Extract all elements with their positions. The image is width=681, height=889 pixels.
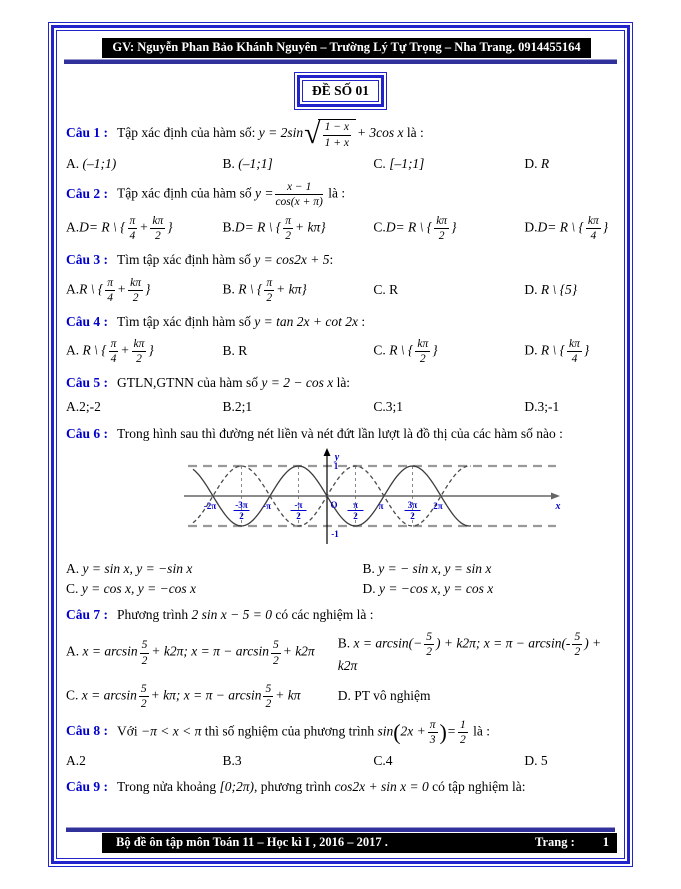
question-label: Câu 7 :	[66, 607, 109, 623]
fraction	[572, 631, 582, 658]
footer-rule	[66, 827, 615, 832]
math-segment: }	[148, 342, 154, 358]
math-segment: cos2x + sin x = 0	[334, 779, 429, 795]
fraction-numerator: 5	[139, 683, 149, 697]
text-segment: thì số nghiệm của phương trình	[201, 723, 378, 739]
fraction	[586, 215, 601, 242]
math-segment: [–1;1]	[389, 156, 425, 171]
math-segment: R \ {	[238, 281, 263, 297]
option-a	[66, 639, 338, 666]
svg-text:-3π: -3π	[235, 499, 248, 510]
math-segment: + kπ	[275, 687, 301, 703]
question-8	[66, 719, 615, 769]
fraction-numerator: 1 − x	[323, 121, 351, 135]
fraction-denominator: 2	[419, 353, 426, 366]
math-segment: }	[167, 219, 173, 235]
svg-text:1: 1	[333, 460, 339, 471]
math-segment: y = −cos x, y = cos x	[378, 580, 494, 596]
text-segment: A.	[66, 219, 80, 235]
svg-text:-π: -π	[263, 500, 271, 511]
text-segment: D.3;-1	[524, 399, 560, 415]
question-1	[66, 119, 615, 172]
fraction-numerator: kπ	[415, 338, 430, 352]
fraction	[428, 719, 438, 746]
fraction-denominator: 2	[574, 646, 581, 659]
math-segment: }	[451, 219, 457, 235]
fraction-denominator: 4	[571, 353, 578, 366]
question-label: Câu 8 :	[66, 723, 109, 739]
fraction	[109, 338, 119, 365]
text-segment: C.	[373, 342, 390, 358]
option-b	[338, 631, 615, 674]
fraction-denominator: 2	[265, 697, 272, 710]
math-segment: }	[145, 281, 151, 297]
math-segment: +	[117, 281, 127, 297]
svg-text:-1: -1	[331, 528, 339, 539]
math-segment: =	[446, 723, 456, 739]
header-rule	[64, 59, 617, 64]
footer-strip	[102, 833, 617, 853]
question-label: Câu 2 :	[66, 185, 109, 201]
options	[66, 156, 615, 172]
text-segment: C.	[66, 580, 82, 596]
text-segment: D.	[524, 219, 538, 235]
option-d	[524, 156, 615, 172]
question-text	[66, 251, 615, 269]
math-segment: +	[139, 219, 149, 235]
text-segment: :	[357, 313, 366, 329]
fraction-denominator: 2	[132, 291, 139, 304]
fraction	[415, 338, 430, 365]
math-segment: +	[120, 342, 130, 358]
svg-text:2π: 2π	[433, 500, 443, 511]
fraction	[458, 719, 468, 746]
fraction-denominator: 2	[438, 230, 445, 243]
text-segment: Trong nửa khoảng	[117, 779, 220, 795]
text-segment: là:	[333, 375, 351, 391]
text-segment: GTLN,GTNN của hàm số	[117, 375, 262, 391]
fraction-denominator: 3	[429, 733, 436, 746]
text-segment: C.3;1	[373, 399, 404, 415]
fraction-denominator: 1 + x	[324, 136, 349, 149]
footer-page	[535, 835, 609, 850]
exam-number-label: ĐỀ SỐ 01	[302, 80, 379, 102]
footer-page-number: 1	[602, 835, 609, 849]
text-segment: , phương trình	[253, 779, 335, 795]
math-segment: [0;2π)	[219, 779, 254, 795]
fraction-numerator: 5	[140, 639, 150, 653]
text-segment: Trong hình sau thì đường nét liền và nét đứt lần lượt là đồ thị của các hàm số nào :	[117, 425, 563, 441]
fraction-denominator: 4	[590, 230, 597, 243]
math-segment: y = 2 − cos x	[261, 375, 334, 391]
options	[66, 338, 615, 365]
fraction	[264, 277, 274, 304]
svg-text:x: x	[555, 500, 561, 512]
fraction-numerator: kπ	[434, 215, 449, 229]
math-segment: y = cos2x + 5	[254, 252, 330, 268]
math-segment: x = arcsin	[82, 644, 138, 660]
text-segment: Phương trình	[117, 607, 192, 623]
footer	[64, 827, 617, 853]
option-c	[373, 156, 524, 172]
text-segment: A.2	[66, 752, 86, 768]
fraction-numerator: kπ	[567, 338, 582, 352]
option-d	[524, 215, 615, 242]
question-label: Câu 4 :	[66, 313, 109, 329]
math-segment: y = 2sin	[258, 125, 304, 141]
math-segment: y = − sin x, y = sin x	[378, 560, 492, 576]
fraction-numerator: 5	[424, 631, 434, 645]
svg-text:2: 2	[239, 510, 244, 521]
fraction	[275, 181, 322, 208]
math-segment: + kπ}	[295, 219, 326, 235]
text-segment: C.	[66, 687, 82, 703]
text-segment: có các nghiệm là :	[271, 607, 374, 623]
fraction	[263, 683, 273, 710]
math-segment: D= R \ {	[537, 219, 584, 235]
math-segment: 2x +	[400, 723, 426, 739]
question-label: Câu 5 :	[66, 375, 109, 391]
options	[66, 215, 615, 242]
text-segment: A.2;-2	[66, 399, 101, 415]
footer-text: Bộ đề ôn tập môn Toán 11 – Học kì I , 2016 – 2017 .	[116, 835, 388, 849]
option-c	[373, 215, 524, 242]
option-b	[362, 561, 615, 577]
math-segment: (–1;1)	[82, 156, 117, 171]
fraction	[140, 639, 150, 666]
text-segment: B.	[222, 219, 235, 235]
fraction	[128, 277, 143, 304]
text-segment: Tìm tập xác định hàm số	[117, 313, 255, 329]
fraction-denominator: 4	[129, 230, 136, 243]
text-segment: D. 5	[524, 752, 548, 768]
math-segment: + 3cos x	[356, 125, 404, 141]
option-c	[373, 338, 524, 365]
fraction-numerator: kπ	[132, 338, 147, 352]
math-segment: }	[432, 342, 438, 358]
fraction	[424, 631, 434, 658]
question-text	[66, 181, 615, 208]
fraction	[139, 683, 149, 710]
question-text	[66, 425, 615, 443]
question-9	[66, 778, 615, 796]
fraction-numerator: 1	[458, 719, 468, 733]
text-segment: D. PT vô nghiệm	[337, 688, 431, 704]
math-segment: }	[602, 219, 609, 235]
fraction-denominator: cos(x + π)	[275, 196, 323, 209]
text-segment: C.	[373, 219, 386, 235]
math-segment: (–1;1]	[238, 156, 273, 171]
svg-text:2: 2	[410, 510, 415, 521]
option-d	[524, 753, 615, 769]
fraction-denominator: 2	[285, 230, 291, 243]
text-segment: Tập xác định của hàm số:	[117, 125, 259, 141]
option-b	[222, 343, 373, 359]
fraction	[323, 121, 351, 148]
text-segment: A.	[66, 644, 83, 660]
fraction	[105, 277, 115, 304]
text-segment: B.3	[222, 752, 242, 768]
fraction-denominator: 4	[107, 291, 114, 304]
math-segment: R \ {	[79, 281, 104, 297]
svg-text:-2π: -2π	[203, 500, 217, 511]
math-segment: R \ {	[82, 342, 107, 358]
page-frame	[48, 22, 633, 867]
option-b	[222, 156, 373, 172]
fraction	[283, 215, 293, 242]
math-segment: + kπ; x = π − arcsin	[150, 687, 262, 703]
question-label: Câu 9 :	[66, 779, 109, 795]
question-6-graph	[182, 446, 615, 554]
fraction-numerator: π	[428, 719, 438, 733]
svg-text:3π: 3π	[407, 499, 418, 510]
math-segment: y = sin x, y = −sin x	[82, 560, 193, 576]
svg-text:2: 2	[353, 510, 358, 521]
svg-text:-π: -π	[294, 499, 303, 510]
question-7	[66, 606, 615, 710]
math-segment: }	[583, 342, 590, 358]
text-segment: B.	[362, 560, 379, 576]
text-segment: Tìm tập xác định hàm số	[117, 252, 255, 268]
fraction-numerator: kπ	[586, 215, 601, 229]
option-c	[373, 753, 524, 769]
sine-graph	[182, 446, 564, 550]
option-a	[66, 277, 222, 304]
question-text	[66, 313, 615, 331]
option-a	[66, 399, 222, 415]
question-5	[66, 374, 615, 415]
text-segment: B.	[222, 281, 239, 297]
fraction-denominator: 2	[141, 654, 148, 667]
options	[66, 631, 615, 709]
math-segment: ) + k2π; x = π − arcsin(-	[435, 636, 571, 651]
fraction	[132, 338, 147, 365]
question-label: Câu 6 :	[66, 425, 109, 441]
options	[66, 561, 615, 597]
text-segment: B. R	[222, 343, 248, 359]
page	[56, 30, 625, 859]
option-a	[66, 753, 222, 769]
fraction	[150, 215, 165, 242]
text-segment: A.	[66, 281, 80, 297]
fraction-denominator: 2	[460, 733, 466, 746]
fraction-denominator: 2	[272, 654, 279, 667]
svg-text:π: π	[353, 499, 358, 510]
svg-text:O: O	[330, 499, 338, 510]
text-segment: D.	[524, 342, 541, 358]
fraction-denominator: 2	[140, 697, 147, 710]
fraction	[271, 639, 281, 666]
option-b	[222, 277, 373, 304]
option-b	[222, 753, 373, 769]
big-paren: )	[439, 719, 447, 745]
questions-list	[64, 119, 617, 796]
option-a	[66, 561, 362, 577]
option-d	[524, 338, 615, 365]
radical	[304, 119, 356, 149]
option-d	[338, 688, 615, 704]
svg-text:y: y	[334, 451, 340, 463]
fraction-numerator: kπ	[150, 215, 165, 229]
math-segment: R	[540, 156, 550, 171]
svg-text:2: 2	[296, 510, 301, 521]
question-text	[66, 606, 615, 624]
fraction-numerator: π	[264, 277, 274, 291]
math-segment: R \ {	[540, 342, 566, 358]
question-text	[66, 778, 615, 796]
question-2	[66, 181, 615, 242]
math-segment: x = arcsin(−	[353, 636, 423, 651]
exam-number-box	[294, 72, 387, 110]
option-d	[524, 282, 615, 298]
math-segment: x = arcsin	[81, 687, 137, 703]
svg-text:π: π	[378, 500, 384, 511]
math-segment: 2 sin x − 5 = 0	[191, 607, 272, 623]
fraction-numerator: kπ	[128, 277, 143, 291]
radicand	[318, 119, 356, 148]
fraction-denominator: 2	[266, 291, 273, 304]
radical-sign-icon: √	[304, 117, 321, 150]
fraction-numerator: π	[109, 338, 119, 352]
math-segment: ) + k2π	[337, 636, 602, 674]
option-a	[66, 215, 222, 242]
math-segment: R \ {	[389, 342, 414, 358]
math-segment: + k2π	[282, 644, 315, 660]
option-d	[362, 581, 615, 597]
options	[66, 753, 615, 769]
option-c	[66, 581, 362, 597]
text-segment: là :	[403, 125, 424, 141]
question-text	[66, 374, 615, 392]
question-label: Câu 1 :	[66, 125, 109, 141]
fraction-numerator: x − 1	[275, 181, 322, 195]
fraction-denominator: 2	[426, 646, 432, 659]
text-segment: B.	[222, 156, 239, 171]
math-segment: D= R \ {	[79, 219, 126, 235]
question-label: Câu 3 :	[66, 252, 109, 268]
fraction-numerator: π	[105, 277, 115, 291]
fraction-numerator: π	[128, 215, 138, 229]
option-a	[66, 156, 222, 172]
text-segment: A.	[66, 342, 83, 358]
question-3	[66, 251, 615, 303]
fraction-numerator: π	[283, 215, 293, 229]
question-6	[66, 425, 615, 598]
fraction-numerator: 5	[572, 631, 582, 645]
fraction-denominator: 4	[110, 353, 117, 366]
question-text	[66, 119, 615, 149]
footer-page-label: Trang :	[535, 835, 575, 849]
math-segment: + kπ}	[276, 281, 307, 297]
page-frame-mid	[51, 25, 630, 864]
option-c	[66, 683, 338, 710]
exam-box-wrap	[64, 72, 617, 110]
text-segment: D.	[524, 156, 541, 171]
text-segment: B.	[337, 636, 354, 651]
math-segment: D= R \ {	[234, 219, 282, 235]
text-segment: B.2;1	[222, 399, 253, 415]
question-4	[66, 313, 615, 365]
text-segment: A.	[66, 156, 83, 171]
option-b	[222, 399, 373, 415]
text-segment: Tập xác định của hàm số	[117, 185, 255, 201]
math-segment: y = cos x, y = −cos x	[81, 580, 197, 596]
text-segment: C.	[373, 156, 390, 171]
options	[66, 277, 615, 304]
fraction	[567, 338, 582, 365]
fraction	[128, 215, 138, 242]
math-segment: R \ {5}	[540, 282, 578, 298]
math-segment: D= R \ {	[385, 219, 433, 235]
fraction	[434, 215, 449, 242]
fraction-numerator: 5	[263, 683, 273, 697]
fraction-denominator: 2	[154, 230, 161, 243]
text-segment: D.	[362, 580, 379, 596]
text-segment: D.	[524, 282, 541, 298]
text-segment: là :	[469, 723, 490, 739]
text-segment: C.4	[373, 752, 393, 768]
text-segment: Với	[117, 723, 142, 739]
math-segment: y = tan 2x + cot 2x	[254, 313, 358, 329]
text-segment: A.	[66, 560, 83, 576]
option-d	[524, 399, 615, 415]
option-a	[66, 338, 222, 365]
text-segment: C. R	[373, 282, 399, 298]
fraction-denominator: 2	[136, 353, 142, 366]
big-paren: (	[393, 719, 401, 745]
math-segment: y =	[254, 185, 274, 201]
options	[66, 399, 615, 415]
option-b	[222, 215, 373, 242]
math-segment: sin	[377, 723, 394, 739]
math-segment: −π < x < π	[141, 723, 202, 739]
text-segment: :	[329, 252, 334, 268]
option-c	[373, 282, 524, 298]
question-text	[66, 719, 615, 746]
fraction-numerator: 5	[271, 639, 281, 653]
header-title: GV: Nguyễn Phan Bảo Khánh Nguyên – Trường Lý Tự Trọng – Nha Trang. 0914455164	[102, 38, 591, 58]
option-c	[373, 399, 524, 415]
text-segment: là :	[324, 185, 346, 201]
text-segment: có tập nghiệm là:	[428, 779, 526, 795]
math-segment: + k2π; x = π − arcsin	[151, 644, 269, 660]
